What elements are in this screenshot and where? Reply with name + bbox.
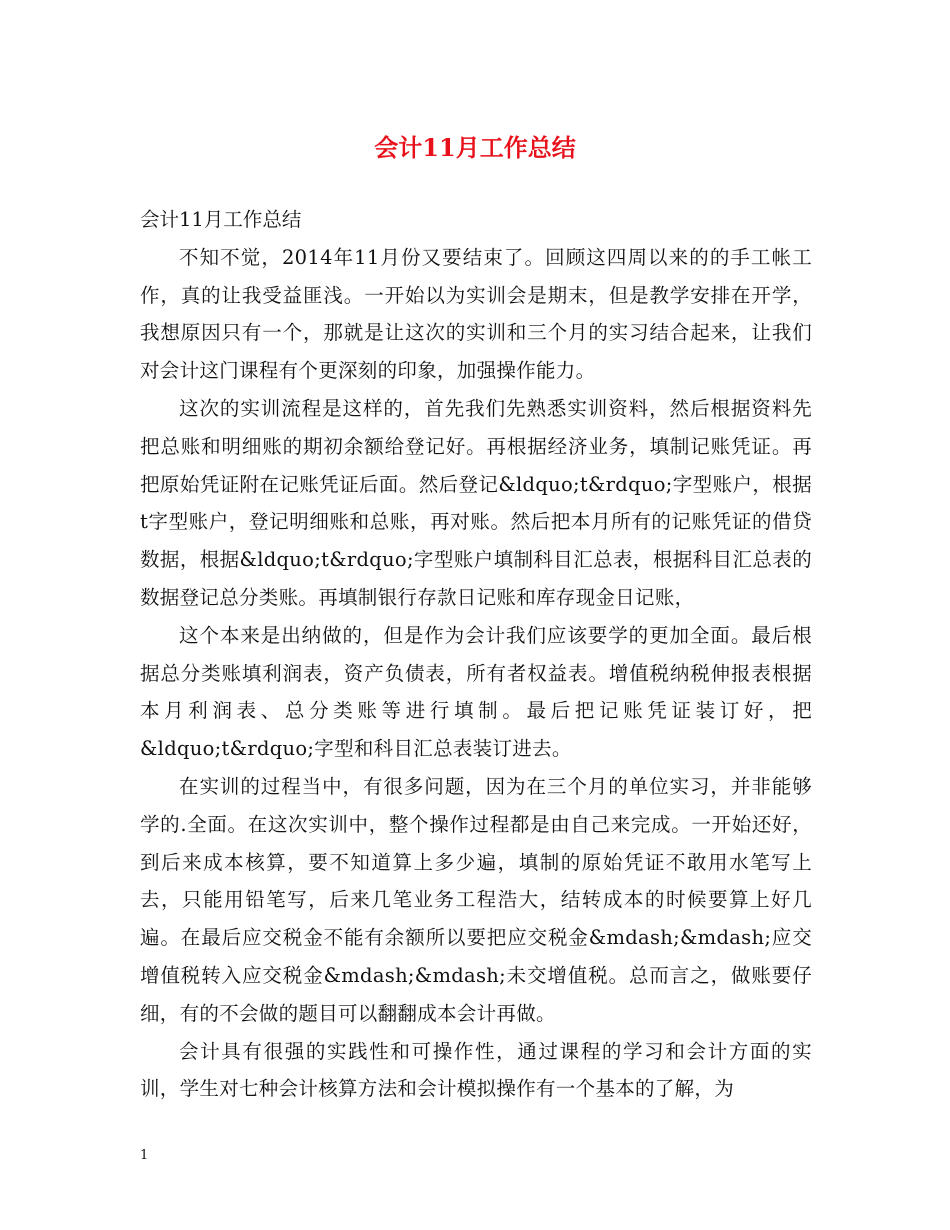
page-number: 1 (140, 1148, 149, 1163)
paragraph: 会计具有很强的实践性和可操作性，通过课程的学习和会计方面的实训，学生对七种会计核算方法和会计模拟操作有一个基本的了解，为 (140, 1039, 812, 1101)
paragraph: 这个本来是出纳做的，但是作为会计我们应该要学的更加全面。最后根据总分类账填利润表，资产负债表，所有者权益表。增值税纳税伸报表根据本月利润表、总分类账等进行填制。最后把记账凭证装订好，把&ldquo;t&rdquo;字型和科目汇总表装订进去。 (140, 623, 812, 761)
paragraph: 在实训的过程当中，有很多问题，因为在三个月的单位实习，并非能够学的.全面。在这次实训中，整个操作过程都是由自己来完成。一开始还好，到后来成本核算，要不知道算上多少遍，填制的原始凭证不敢用水笔写上去，只能用铅笔写，后来几笔业务工程浩大，结转成本的时候要算上好几遍。在最后应交税金不能有余额所以要把应交税金&mdash;&mdash;应交增值税转入应交税金&mdash;&mdash;未交增值税。总而言之，做账要仔细，有的不会做的题目可以翻翻成本会计再做。 (140, 774, 812, 1025)
document-subtitle: 会计11月工作总结 (140, 208, 302, 231)
document-body (140, 201, 812, 1108)
paragraph: 这次的实训流程是这样的，首先我们先熟悉实训资料，然后根据资料先把总账和明细账的期初余额给登记好。再根据经济业务，填制记账凭证。再把原始凭证附在记账凭证后面。然后登记&ldquo;t&rdquo;字型账户，根据t字型账户，登记明细账和总账，再对账。然后把本月所有的记账凭证的借贷数据，根据&ldquo;t&rdquo;字型账户填制科目汇总表，根据科目汇总表的数据登记总分类账。再填制银行存款日记账和库存现金日记账， (140, 396, 812, 609)
document-title: 会计11月工作总结 (374, 133, 576, 162)
paragraph: 不知不觉，2014年11月份又要结束了。回顾这四周以来的的手工帐工作，真的让我受益匪浅。一开始以为实训会是期末，但是教学安排在开学，我想原因只有一个，那就是让这次的实训和三个月的实习结合起来，让我们对会计这门课程有个更深刻的印象，加强操作能力。 (140, 245, 812, 383)
